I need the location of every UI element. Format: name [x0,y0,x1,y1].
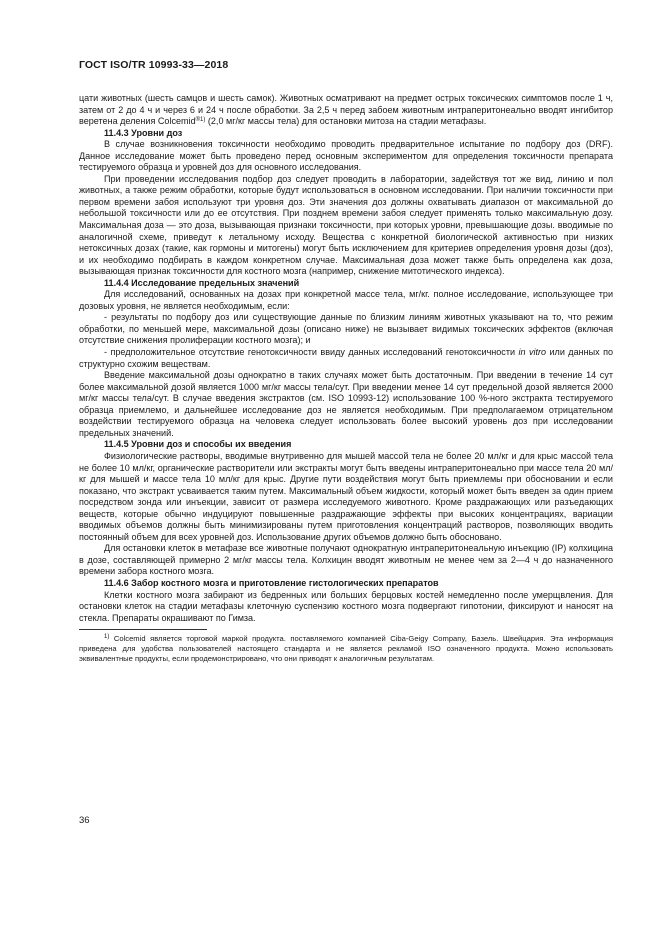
section-heading-11-4-3: 11.4.3 Уровни доз [104,127,183,138]
list-item: - предположительное отсутствие генотоксичности ввиду данных исследований генотоксичности in vitro или данных по структурно схожим веществам. [79,347,614,369]
section-heading-11-4-6: 11.4.6 Забор костного мозга и приготовление гистологических препаратов [104,577,439,588]
page-header: ГОСТ ISO/TR 10993-33—2018 [79,59,229,71]
list-item: - результаты по подбору доз или существующие данные по близким линиям животных указывают на то, что режим обработки, по меньшей мере, максимальной дозы (описано ниже) не вызывает видимых токсических эффектов (включая отсутствие снижения пролиферации костного мозга); и [79,312,613,346]
section-heading-11-4-5: 11.4.5 Уровни доз и способы их введения [104,439,292,450]
page-number: 36 [79,815,90,826]
paragraph: В случае возникновения токсичности необходимо проводить предварительное испытание по подбору доз (DRF). Данное исследование может быть проведено перед основным экспериментом для определения токсичности препарата тестируемого образца и уровней доз для основного исследования. [79,139,613,173]
document-body [79,93,613,664]
paragraph: При проведении исследования подбор доз следует проводить в лаборатории, задействуя тот же вид, линию и пол животных, а также режим обработки, которые будут использоваться в основном исследовании. При наличии токсичности при первом времени забоя используют три уровня доз. Эти значения доз должны охватывать диапазон от максимальной до небольшой токсичности или до ее отсутствия. При позднем времени забоя следует применять только максимальную дозу. Максимальная доза — это доза, вызывающая признаки токсичности, при которых уровни, превышающие дозы. вводимые по аналогичной схеме, приведут к летальному исходу. Вещества с конкретной биологической активностью при низких нетоксичных дозах (такие, как гормоны и митогены) могут быть исключением для критериев определения уровня дозы (доз), и их необходимо подбирать в каждом конкретном случае. Максимальная доза может также быть определена как доза, вызывающая признак токсичности для костного мозга (например, снижение митотического индекса). [79,173,613,277]
footnote: $^{1)}$ Colcemid является торговой маркой продукта. поставляемого компанией Ciba-Geigy Company, Базель. Швейцария. Эта информация приведена для удобства пользователей настоящего стандарта и не является рекламой ISO означенного продукта. Можно использовать эквивалентные продукты, если продемонстрировано, что они приводят к аналогичным результатам. [79,634,613,664]
section-heading-11-4-4: 11.4.4 Исследование предельных значений [104,277,300,288]
paragraph: Введение максимальной дозы однократно в таких случаях может быть достаточным. При введении в течение 14 сут более максимальной дозой является 1000 мг/кг массы тела/сут. При введении менее 14 сут предельной дозой является 2000 мг/кг массы тела/сут. В случае введения экстрактов (см. ISO 10993-12) использование 100 %-ного экстракта тестируемого образца приемлемо, и дальнейшее исследование доз не является необходимым. При предполагаемом отрицательном воздействии тестируемого образца на человека следует использовать более высокий уровень доз при исследовании предельных значений. [79,370,613,438]
footnote-ref: ®1) [195,117,206,124]
paragraph: Для исследований, основанных на дозах при конкретной массе тела, мг/кг. полное исследование, использующее три дозовых уровня, не является необходимым, если: [79,289,613,311]
footnote-divider [79,629,207,630]
paragraph: Физиологические растворы, вводимые внутривенно для мышей массой тела не более 20 мл/кг и для крыс массой тела не более 10 мл/кг, органические растворители или экстракты могут быть введены интраперитонеально при массе тела 20 мл/кг для мышей и массе тела 10 мл/кг для крыс. Другие пути воздействия могут быть приемлемы при обосновании и если показано, что экстракт усваивается таким путем. Максимальный объем жидкости, который может быть введен за один прием посредством зонда или инъекции, зависит от размера исследуемого животного. Кроме раздражающих или разъедающих веществ, которые обычно индуцируют повышенные раздражающие эффекты при высоких концентрациях, вариации вводимых объемов должны быть минимизированы путем приготовления концентраций растворов, позволяющих вводить постоянный объем для всех уровней доз. Использование других объемов должно быть обосновано. [79,450,613,542]
paragraph: Для остановки клеток в метафазе все животные получают однократную интраперитонеальную инъекцию (IP) колхицина в дозе, составляющей примерно 2 мг/кг массы тела. Колхицин вводят животным не менее чем за 2—4 ч до назначенного времени забора костного мозга. [79,543,613,577]
footnote-mark: 1) [104,634,110,641]
paragraph: цати животных (шесть самцов и шесть самок). Животных осматривают на предмет острых токсических симптомов после 1 ч, затем от 2 до 4 ч и через 6 и 24 ч после обработки. За 2,5 ч перед забоем животным интраперитонеально вводят ингибитор веретена деления Colcemid$^{®1)}$ (2,0 мг/кг массы тела) для остановки митоза на стадии метафазы. [79,93,613,127]
paragraph: Клетки костного мозга забирают из бедренных или больших берцовых костей немедленно после умерщвления. Для остановки клеток на стадии метафазы клеточную суспензию костного мозга подвергают гипотонии, фиксируют и наносят на стекла. Препараты окрашивают по Гимза. [79,589,613,623]
